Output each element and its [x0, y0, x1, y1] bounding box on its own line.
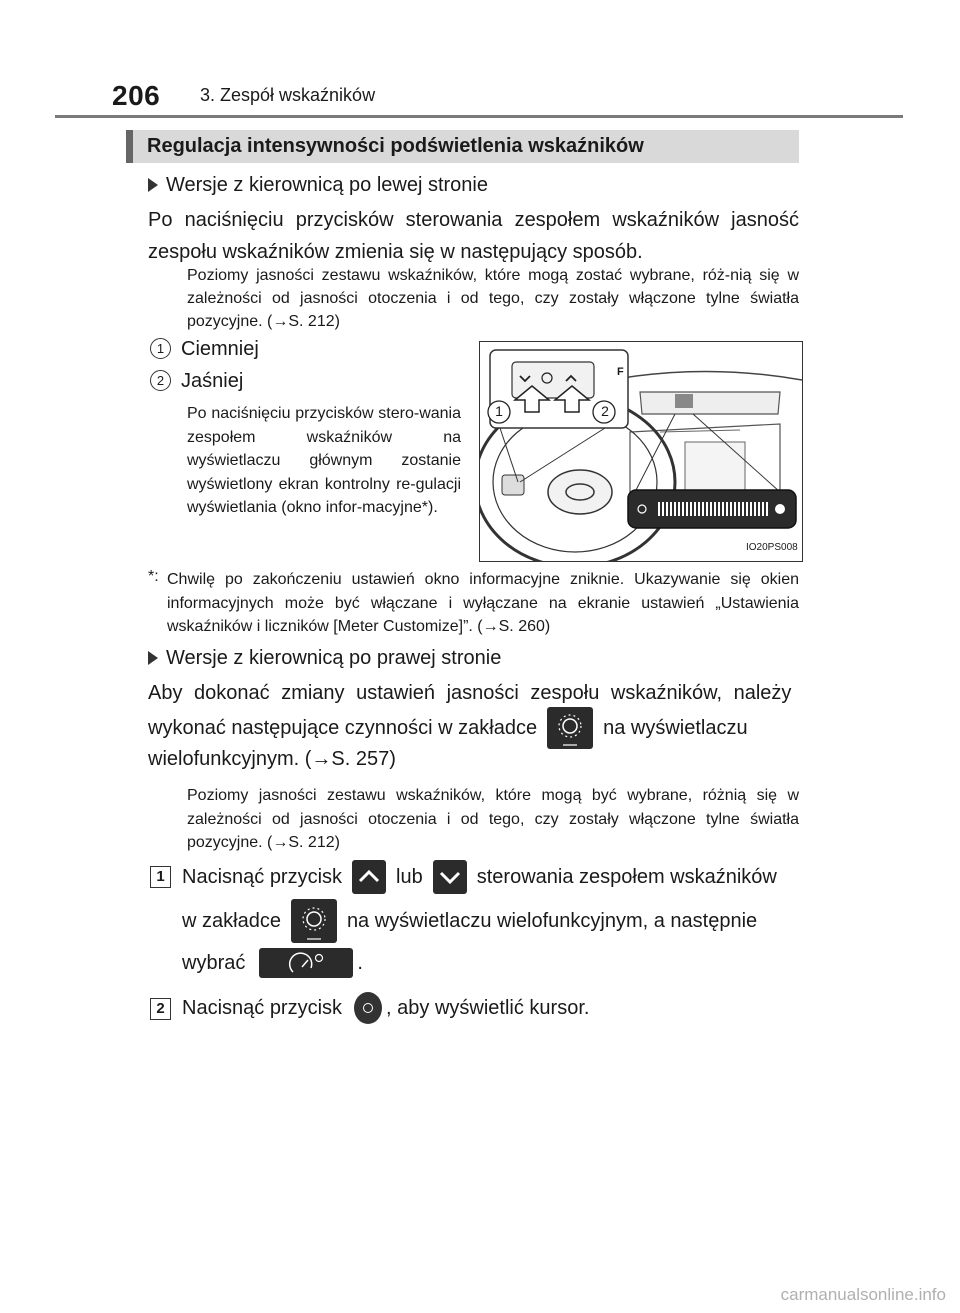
- footnote-marker: *:: [148, 568, 159, 585]
- chevron-up-icon: [352, 860, 386, 894]
- rhd-line3: wielofunkcyjnym. (→S. 257): [148, 748, 396, 770]
- rhd-line2-text-a: wykonać następujące czynności w zakładce: [148, 716, 538, 739]
- step-2-text-b: , aby wyświetlić kursor.: [386, 996, 590, 1019]
- step-1-text-a: Nacisnąć przycisk: [182, 865, 343, 888]
- figure-code: IO20PS008: [746, 542, 798, 553]
- meter-brightness-icon: [259, 948, 353, 978]
- step-number-box: 2: [150, 998, 171, 1020]
- item-label: Ciemniej: [181, 338, 259, 360]
- step-1-text-f: wybrać: [182, 951, 246, 974]
- item-number-circle: 1: [150, 338, 171, 359]
- step-1-line2: [182, 899, 757, 943]
- callout-1: 1: [495, 403, 503, 419]
- callout-2: 2: [601, 403, 609, 419]
- gear-icon: [547, 707, 593, 749]
- lhd-intro: Po naciśnięciu przycisków sterowania zespołem wskaźników jasność zespołu wskaźników zmienia się w następujący sposób.: [148, 209, 799, 263]
- step-2-text-a: Nacisnąć przycisk: [182, 996, 343, 1019]
- page-number: 206: [112, 80, 161, 111]
- gear-icon: [291, 899, 337, 943]
- step-1-line1: [182, 860, 777, 894]
- step-1-text-g: .: [357, 951, 363, 974]
- watermark: carmanualsonline.info: [780, 1285, 946, 1304]
- lhd-heading: [148, 174, 488, 197]
- chevron-down-icon: [433, 860, 467, 894]
- rhd-heading: [148, 647, 501, 670]
- step-1-text-d: w zakładce: [182, 909, 281, 932]
- item-label: Jaśniej: [181, 370, 244, 392]
- switch-label: F: [617, 366, 624, 378]
- dashboard-illustration: [480, 342, 802, 561]
- step-1-text-b: lub: [396, 865, 423, 888]
- lhd-note: Poziomy jasności zestawu wskaźników, które mogą zostać wybrane, róż-nią się w zależności od jasności otoczenia i od tego, czy zostały włączone tylne światła pozycyjne. (→S. 212): [187, 267, 799, 330]
- rhd-line2-text-b: na wyświetlaczu: [603, 716, 748, 739]
- lhd-item-note: Po naciśnięciu przycisków stero-wania zespołem wskaźników na wyświetlaczu głównym zostanie wyświetlony ekran kontrolny re-gulacji wyświetlania (okno infor-macyjne*).: [187, 405, 461, 516]
- rhd-heading-text: Wersje z kierownicą po prawej stronie: [166, 647, 502, 669]
- rhd-note: Poziomy jasności zestawu wskaźników, które mogą być wybrane, różnią się w zależności od jasności otoczenia i od tego, czy zostały włączone tylne światła pozycyjne. (→S. 212): [187, 787, 799, 851]
- rhd-line1: Aby dokonać zmiany ustawień jasności zespołu wskaźników, należy: [148, 682, 792, 704]
- dashboard-figure: [479, 341, 803, 562]
- step-number-box: 1: [150, 866, 171, 888]
- brightness-scale: [658, 502, 768, 516]
- step-2-line: [182, 990, 589, 1026]
- lhd-heading-text: Wersje z kierownicą po lewej stronie: [166, 174, 488, 196]
- lhd-item-1: [150, 338, 259, 361]
- item-number-circle: 2: [150, 370, 171, 391]
- lhd-item-2: [150, 370, 243, 393]
- section-title: Regulacja intensywności podświetlenia wskaźników: [126, 130, 799, 163]
- step-1-text-c: sterowania zespołem wskaźników: [476, 865, 777, 888]
- triangle-bullet-icon: [148, 651, 158, 665]
- triangle-bullet-icon: [148, 178, 158, 192]
- rhd-line2: [148, 707, 748, 749]
- chapter-title: 3. Zespół wskaźników: [200, 85, 376, 105]
- step-1-line3: [182, 948, 363, 978]
- step-1-text-e: na wyświetlaczu wielofunkcyjnym, a następnie: [346, 909, 758, 932]
- ok-button-icon: [354, 992, 382, 1024]
- header-rule: [55, 115, 903, 118]
- footnote: Chwilę po zakończeniu ustawień okno informacyjne zniknie. Ukazywanie się okien informacyjnych może być włączane i wyłączane na ekranie ustawień „Ustawienia wskaźników i liczników [Meter Customize]”. (→S. 260): [167, 571, 799, 635]
